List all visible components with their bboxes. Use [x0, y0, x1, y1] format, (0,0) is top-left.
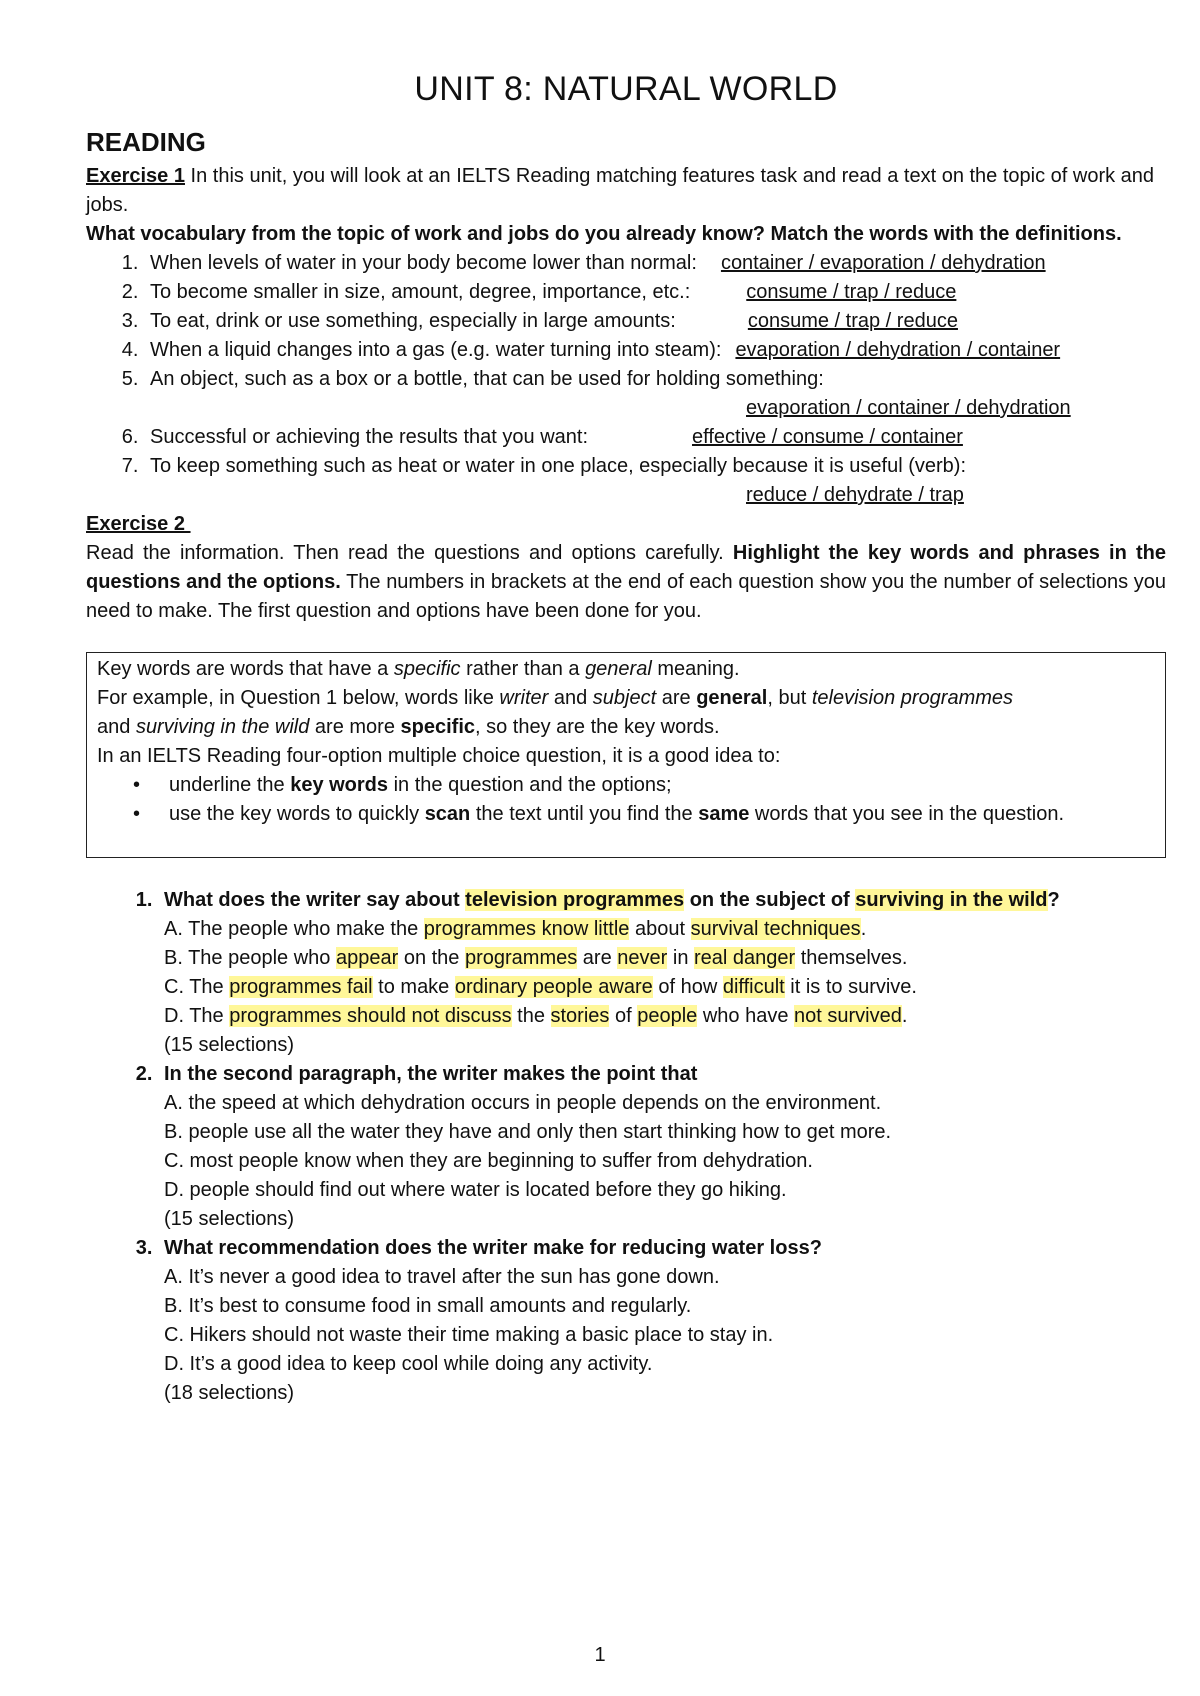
page-number: 1 — [594, 1644, 606, 1666]
unit-title: UNIT 8: NATURAL WORLD — [414, 70, 838, 108]
vocab-item: 7. To keep something such as heat or water in one place, especially because it is useful (verb): reduce / dehydrate / trap — [144, 452, 1166, 510]
option-b: B. It’s best to consume food in small amounts and regularly. — [164, 1295, 692, 1317]
vocab-item: 4. When a liquid changes into a gas (e.g. water turning into steam): evaporation / dehydration / container — [144, 336, 1166, 365]
answer-options: effective / consume / container — [692, 426, 963, 448]
key-words-info-box — [86, 652, 1166, 858]
option-a: A. It’s never a good idea to travel after the sun has gone down. — [164, 1266, 720, 1288]
vocab-list — [86, 249, 1166, 510]
question-list — [86, 886, 1166, 1408]
document-page — [86, 70, 1166, 1408]
info-line: For example, in Question 1 below, words like writer and subject are general, but television programmes — [97, 687, 1014, 709]
option-c: C. most people know when they are beginning to suffer from dehydration. — [164, 1150, 813, 1172]
option-a: A. the speed at which dehydration occurs in people depends on the environment. — [164, 1092, 882, 1114]
info-line: Key words are words that have a specific rather than a general meaning. — [97, 658, 740, 680]
answer-options: evaporation / container / dehydration — [746, 397, 1071, 419]
option-a: A. The people who make the programmes know little about survival techniques. — [164, 918, 867, 940]
selection-count: (15 selections) — [164, 1208, 295, 1230]
info-line: and surviving in the wild are more specific, so they are the key words. — [97, 716, 720, 738]
option-d: D. It’s a good idea to keep cool while doing any activity. — [164, 1353, 653, 1375]
answer-options: evaporation / dehydration / container — [735, 339, 1061, 361]
option-b: B. people use all the water they have and only then start thinking how to get more. — [164, 1121, 892, 1143]
answer-options: container / evaporation / dehydration — [720, 252, 1046, 274]
question-3: 3. What recommendation does the writer make for reducing water loss? A. It’s never a good idea to travel after the sun has gone down. B. It’s best to consume food in small amounts and regularly. C. Hikers should not waste their time making a basic place to stay in. D. It’s a good idea to keep cool while doing any activity. (18 selections) — [158, 1234, 1166, 1408]
question-2: 2. In the second paragraph, the writer makes the point that A. the speed at which dehydration occurs in people depends on the environment. B. people use all the water they have and only then start thinking how to get more. C. most people know when they are beginning to suffer from dehydration. D. people should find out where water is located before they go hiking. (15 selections) — [158, 1060, 1166, 1234]
answer-options: reduce / dehydrate / trap — [746, 484, 964, 506]
selection-count: (15 selections) — [164, 1034, 295, 1056]
exercise1-intro: Exercise 1 In this unit, you will look at an IELTS Reading matching features task and read a text on the topic of work and jobs. — [86, 165, 1155, 216]
tip-item: • use the key words to quickly scan the text until you find the same words that you see in the question. — [169, 800, 1155, 829]
option-d: D. people should find out where water is located before they go hiking. — [164, 1179, 787, 1201]
tips-list — [97, 771, 1155, 829]
tip-item: • underline the key words in the question and the options; — [169, 771, 1155, 800]
vocab-item: 3. To eat, drink or use something, especially in large amounts: consume / trap / reduce — [144, 307, 1166, 336]
highlight: surviving in the wild — [855, 889, 1048, 911]
exercise1-instruction: What vocabulary from the topic of work and jobs do you already know? Match the words with the definitions. — [86, 223, 1122, 245]
question-1: 1. What does the writer say about television programmes on the subject of surviving in the wild? A. The people who make the programmes know little about survival techniques. B. The people who appear on the programmes are never in real danger themselves. C. The programmes fail to make ordinary people aware of how difficult it is to survive. D. The programmes should not discuss the stories of people who have not survived. (15 selections) — [158, 886, 1166, 1060]
option-d: D. The programmes should not discuss the stories of people who have not survived. — [164, 1005, 908, 1027]
bullet-icon: • — [133, 803, 141, 825]
vocab-item: 6. Successful or achieving the results that you want: effective / consume / container — [144, 423, 1166, 452]
answer-options: consume / trap / reduce — [746, 281, 957, 303]
option-c: C. The programmes fail to make ordinary people aware of how difficult it is to survive. — [164, 976, 917, 998]
answer-options: consume / trap / reduce — [747, 310, 958, 332]
section-heading: READING — [86, 127, 206, 157]
option-c: C. Hikers should not waste their time making a basic place to stay in. — [164, 1324, 774, 1346]
vocab-item: 1. When levels of water in your body become lower than normal: container / evaporation / dehydration — [144, 249, 1166, 278]
selection-count: (18 selections) — [164, 1382, 295, 1404]
exercise1-label: Exercise 1 — [86, 165, 185, 187]
bullet-icon: • — [133, 774, 141, 796]
vocab-item: 2. To become smaller in size, amount, degree, importance, etc.: consume / trap / reduce — [144, 278, 1166, 307]
exercise2-label: Exercise 2 — [86, 513, 191, 535]
exercise2-instructions: Read the information. Then read the questions and options carefully. Highlight the key words and phrases in the questions and the options. The numbers in brackets at the end of each question show you the number of selections you need to make. The first question and options have been done for you. — [86, 542, 1166, 622]
info-line: In an IELTS Reading four-option multiple choice question, it is a good idea to: — [97, 745, 781, 767]
highlight: television programmes — [465, 889, 685, 911]
vocab-item: 5. An object, such as a box or a bottle, that can be used for holding something: evaporation / container / dehydration — [144, 365, 1166, 423]
option-b: B. The people who appear on the programmes are never in real danger themselves. — [164, 947, 908, 969]
